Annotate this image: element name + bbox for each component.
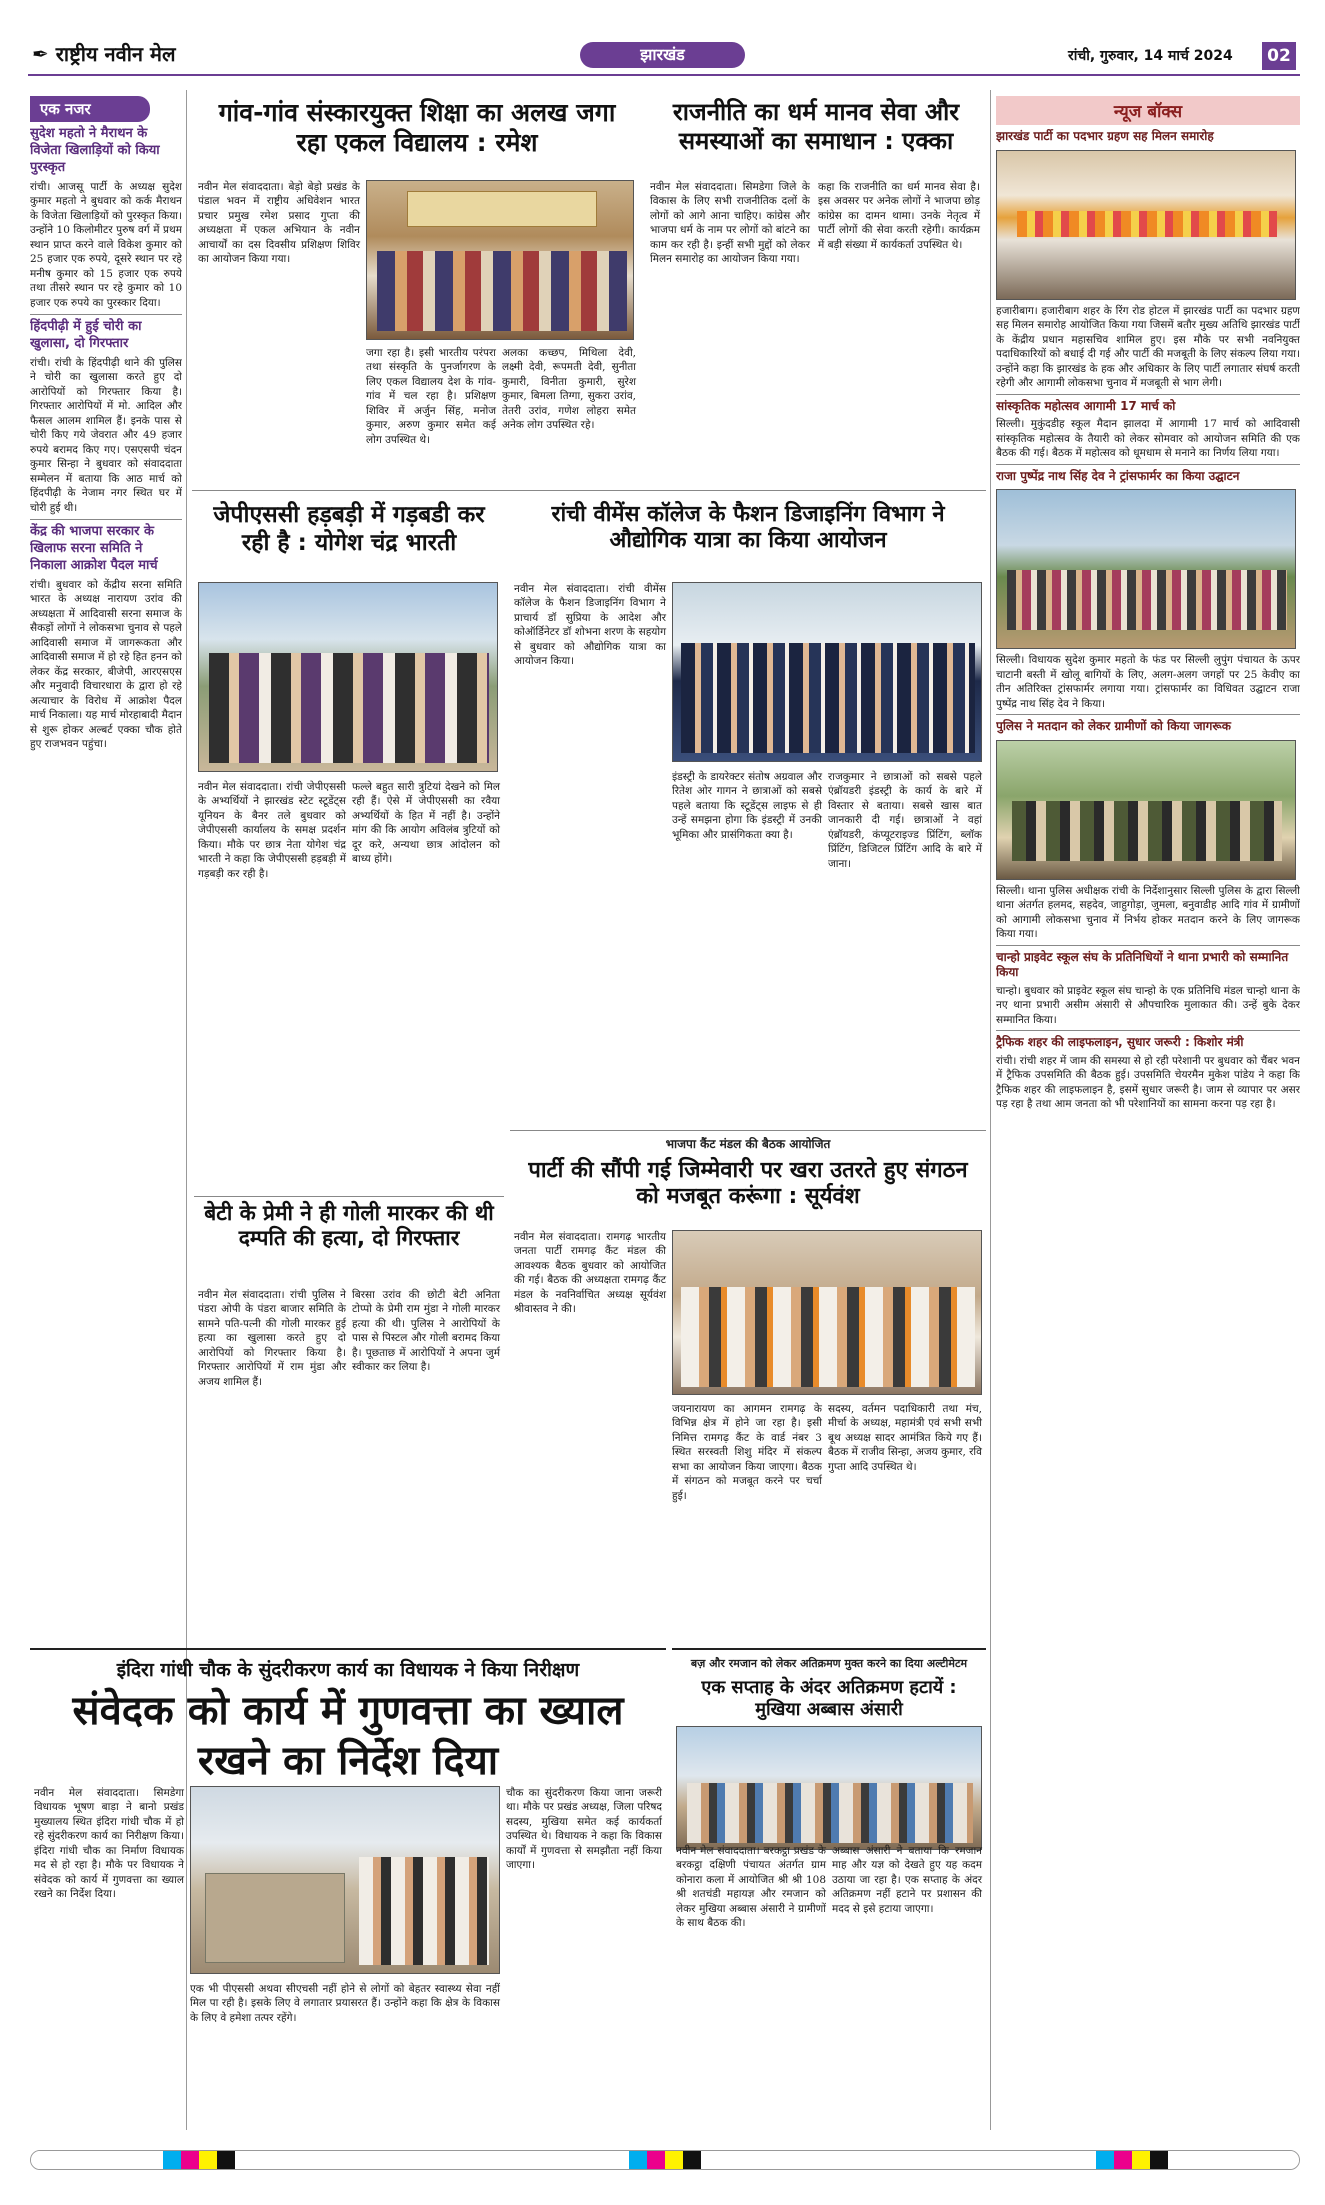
officials-graphic bbox=[359, 1857, 489, 1965]
news-body: हजारीबाग। हजारीबाग शहर के रिंग रोड होटल में झारखंड पार्टी का पदभार ग्रहण सह मिलन समारोह आयोजित किया गया जिसमें बतौर मुख्य अतिथि झारखंड पार्टी के केंद्रीय प्रधान महासचिव शामिल हुए। इस मौके पर सभी नवनियुक्त पदाधिकारियों को बधाई दी गई और पार्टी की मजबूती के लिए संकल्प लिया गया। उन्होंने कहा कि झारखंड के हक और अधिकार के लिए पार्टी लगातार संघर्ष करती रहेगी और आगामी लोकसभा चुनाव में मजबूती से भाग लेगी। bbox=[996, 304, 1300, 390]
news-body: रांची। रांची शहर में जाम की समस्या से हो रही परेशानी पर बुधवार को चैंबर भवन में ट्रैफिक उपसमिति की बैठक हुई। उपसमिति चेयरमैन मुकेश पांडेय ने कहा कि ट्रैफिक शहर की लाइफलाइन है, इसमें सुधार जरूरी है। जाम से व्यापार पर असर पड़ रहा है तथा आम जनता को भी परेशानियों का सामना करना पड़ रहा है। bbox=[996, 1054, 1300, 1111]
kicker: इंदिरा गांधी चौक के सुंदरीकरण कार्य का विधायक ने किया निरीक्षण bbox=[30, 1648, 666, 1684]
masthead-icon: ✒ bbox=[32, 42, 49, 66]
story-body: रांची। बुधवार को केंद्रीय सरना समिति भारत के अध्यक्ष नारायण उरांव की अध्यक्षता में आदिवासी सरना समाज के सैकड़ों लोगों ने लोकसभा चुनाव से पहले आदिवासी समाज में जागरूकता और आदिवासी समाज में हो रहे हित हनन को लेकर केंद्र सरकार, बीजेपी, आरएसएस और मनुवादी विचारधारा के द्वारा हो रहे अत्याचार के विरोध में आक्रोश पैदल मार्च निकाला। यह मार्च मोरहाबादी मैदान से शुरू होकर अल्बर्ट एक्का चौक होते हुए राजभवन पहुंचा। bbox=[30, 578, 182, 751]
section-rule bbox=[192, 490, 986, 491]
headline: बेटी के प्रेमी ने ही गोली मारकर की थी दम्पति की हत्या, दो गिरफ्तार bbox=[194, 1196, 504, 1259]
story-body: राजकुमार ने छात्राओं को सबसे पहले एंब्रॉयडरी इंडस्ट्री के कार्य के बारे में विस्तार से बताया। सबसे खास बात जानकारी दी गई। छात्राओं ने वहां एंब्रॉयडरी, कंप्यूटराइज्ड प्रिंटिंग, ब्लॉक प्रिंटिंग, डिजिटल प्रिंटिंग आदि के बारे में जाना। bbox=[828, 771, 982, 870]
headline: संवेदक को कार्य में गुणवत्ता का ख्याल रखने का निर्देश दिया bbox=[72, 1688, 624, 1784]
story-murder bbox=[194, 1196, 504, 1636]
news-title: झारखंड पार्टी का पदभार ग्रहण सह मिलन समारोह bbox=[996, 129, 1214, 143]
news-box bbox=[996, 96, 1300, 2126]
story-body: चौक का सुंदरीकरण किया जाना जरूरी था। मौके पर प्रखंड अध्यक्ष, जिला परिषद सदस्य, मुखिया समेत कई कार्यकर्ता उपस्थित थे। विधायक ने कहा कि विकास कार्यों में गुणवत्ता से समझौता नहीं किया जाएगा। bbox=[506, 1787, 662, 1872]
column-divider bbox=[990, 90, 991, 2130]
masthead-logo bbox=[32, 40, 176, 70]
story-body: नवीन मेल संवाददाता। बेड़ो बेड़ो प्रखंड के पंडाल भवन में राष्ट्रीय अधिवेशन भारत प्रचार प्रमुख रमेश प्रसाद गुप्ता की अध्यक्षता में एकल अभियान के नवीन आचार्यों का दस दिवसीय प्रशिक्षण शिविर का आयोजन किया गया। bbox=[198, 181, 360, 266]
headline: राजनीति का धर्म मानव सेवा और समस्याओं का समाधान : एक्का bbox=[672, 98, 960, 155]
news-body: सिल्ली। विधायक सुदेश कुमार महतो के फंड पर सिल्ली लुपुंग पंचायत के ऊपर चाटानी बस्ती में खोलू बागियों के लिए, अलग-अलग जगहों पर 25 केवीए का तीन अतिरिक्त ट्रांसफार्मर लगाया गया। ट्रांसफार्मर का विधिवत उद्घाटन राजा पुष्पेंद्र नाथ सिंह देव ने किया। bbox=[996, 654, 1300, 710]
story-body: नवीन मेल संवाददाता। रांची पुलिस ने पंडरा ओपी के पंडरा बाजार समिति के सामने पति-पत्नी की गोली मारकर हुई हत्या का खुलासा करते हुए दो आरोपियों को गिरफ्तार किया है। गिरफ्तार आरोपियों में राम मुंडा और अजय शामिल हैं। bbox=[198, 1289, 346, 1388]
story-womens-college bbox=[510, 498, 986, 948]
story-body: नवीन मेल संवाददाता। सिमडेगा विधायक भूषण बाड़ा ने बानो प्रखंड मुख्यालय स्थित इंदिरा गांधी चौक में हो रहे सुंदरीकरण कार्य का निरीक्षण किया। इंदिरा गांधी चौक का निर्माण विधायक मद से हो रहा है। मौके पर विधायक ने संवेदक को कार्य में गुणवत्ता का ख्याल रखने का निर्देश दिया। bbox=[34, 1787, 184, 1901]
story-photo bbox=[672, 1230, 982, 1395]
story-photo bbox=[676, 1726, 982, 1850]
story-title: सुदेश महतो ने मैराथन के विजेता खिलाड़ियों को किया पुरस्कृत bbox=[30, 126, 160, 175]
news-photo bbox=[996, 489, 1296, 649]
banner-graphic bbox=[407, 191, 597, 227]
story-photo bbox=[366, 180, 634, 340]
story-ekal-vidyalaya bbox=[194, 96, 640, 486]
crowd-graphic bbox=[1007, 570, 1287, 630]
page-header bbox=[0, 0, 1325, 78]
villagers-graphic bbox=[687, 1783, 973, 1843]
headline: एक सप्ताह के अंदर अतिक्रमण हटायें : मुखिया अब्बास अंसारी bbox=[701, 1677, 957, 1720]
page-number: 02 bbox=[1262, 42, 1296, 70]
story-title: हिंदपीढ़ी में हुई चोरी का खुलासा, दो गिरफ्तार bbox=[30, 314, 182, 356]
story-body: नवीन मेल संवाददाता। रांची जेपीएससी के अभ्यर्थियों ने झारखंड स्टेट स्टूडेंट्स यूनियन के बैनर तले बुधवार को जेपीएससी कार्यालय के समक्ष प्रदर्शन किया। मौके पर छात्र नेता योगेश चंद्र भारती ने कहा कि जेपीएससी हड़बड़ी में गड़बड़ी कर रही है। bbox=[198, 781, 346, 880]
news-photo bbox=[996, 150, 1296, 300]
dateline: रांची, गुरुवार, 14 मार्च 2024 bbox=[1068, 48, 1233, 64]
story-jpsc bbox=[194, 498, 504, 1188]
students-graphic bbox=[681, 643, 975, 753]
story-body: नवीन मेल संवाददाता। बरकट्ठा प्रखंड के बरकट्ठा दक्षिणी पंचायत अंतर्गत ग्राम कोनारा कला में आयोजित श्री श्री 108 श्री शतचंडी महायज्ञ और रमजान को लेकर मुखिया अब्बास अंसारी ने ग्रामीणों के साथ बैठक की। bbox=[676, 1845, 826, 1930]
masthead-text: राष्ट्रीय नवीन मेल bbox=[55, 42, 176, 66]
police-graphic bbox=[1012, 801, 1282, 861]
news-title: चान्हो प्राइवेट स्कूल संघ के प्रतिनिधियों ने थाना प्रभारी को सम्मानित किया bbox=[996, 945, 1300, 984]
story-body: सदस्य, वर्तमन पदाधिकारी तथा मंच, मीर्चा के अध्यक्ष, महामंत्री एवं सभी सभी बूथ अध्यक्ष सादर आमंत्रित किये गए हैं। बैठक में राजीव सिन्हा, अजय कुमार, रवि गुप्ता आदि उपस्थित थे। bbox=[828, 1403, 982, 1473]
kicker: बज़ और रमजान को लेकर अतिक्रमण मुक्त करने का दिया अल्टीमेटम bbox=[672, 1648, 986, 1675]
story-rajniti bbox=[646, 96, 986, 486]
story-body: फल्ले बहुत सारी त्रुटियां देखने को मिल रही हैं। ऐसे में जेपीएससी का रवैया अभ्यर्थियों के हित में नहीं है। उन्होंने मांग की कि आयोग अविलंब त्रुटियों को दूर करे, अन्यथा छात्र आंदोलन को बाध्य होंगे। bbox=[352, 781, 500, 866]
story-body: जयनारायण का आगमन रामगढ़ के विभिन्न क्षेत्र में होने जा रहा है। इसी निमित्त रामगढ़ कैंट के वार्ड नंबर 3 स्थित सरस्वती शिशु मंदिर में संकल्प सभा का आयोजन किया जाएगा। बैठक में संगठन को मजबूत करने पर चर्चा हुई। bbox=[672, 1403, 822, 1502]
news-box-label: न्यूज बॉक्स bbox=[996, 96, 1300, 125]
story-indira-chowk bbox=[30, 1648, 666, 2128]
meeting-graphic bbox=[681, 1287, 975, 1387]
story-body: अलका कच्छप, मिथिला देवी, लक्ष्मी देवी, रूपमती देवी, सुनीता कुमारी, विनीता कुमारी, सुरेश कुमार, बिमला तिग्गा, सुकरा उरांव, तेतरी उरांव, गणेश लोहरा समेत अनेक लोग उपस्थित रहे। bbox=[502, 347, 636, 432]
story-encroachment bbox=[672, 1648, 986, 2128]
headline: जेपीएससी हड़बड़ी में गड़बडी कर रही है : योगेश चंद्र भारती bbox=[213, 502, 485, 556]
story-body: रांची। रांची के हिंदपीढ़ी थाने की पुलिस ने चोरी का खुलासा करते हुए दो आरोपियों को गिरफ्तार किया है। गिरफ्तार आरोपियों में मो. आदिल और फैसल आलम शामिल हैं। इनके पास से चोरी किए गये जेवरात और 49 हजार रुपये बरामद किए गए। एसएसपी चंदन कुमार सिन्हा ने बुधवार को संवाददाता सम्मेलन में बताया कि आठ मार्च को हिंदपीढ़ी के नेजाम नगर स्थित घर में चोरी हुई थी। bbox=[30, 356, 182, 514]
kicker: भाजपा कैंट मंडल की बैठक आयोजित bbox=[510, 1130, 986, 1156]
news-title: सांस्कृतिक महोत्सव आगामी 17 मार्च को bbox=[996, 394, 1300, 418]
story-body: जगा रहा है। इसी भारतीय परंपरा तथा संस्कृति के पुनर्जागरण के लिए एकल विद्यालय देश के गांव-गांव में चल रहा है। प्रशिक्षण शिविर में अर्जुन सिंह, मनोज कुमार, अरुण कुमार समेत कई लोग उपस्थित थे। bbox=[366, 347, 496, 446]
headline: पार्टी की सौंपी गई जिम्मेवारी पर खरा उतरते हुए संगठन को मजबूत करूंगा : सूर्यवंश bbox=[528, 1158, 968, 1210]
site-graphic bbox=[205, 1873, 345, 1963]
group-graphic bbox=[209, 653, 489, 763]
headline: रांची वीमेंस कॉलेज के फैशन डिजाइनिंग विभाग ने औद्योगिक यात्रा का किया आयोजन bbox=[551, 502, 945, 554]
story-body: बिरसा उरांव की छोटी बेटी अनिता टोप्पो के प्रेमी राम मुंडा ने गोली मारकर हत्या की थी। पुलिस ने आरोपियों के पास से पिस्टल और गोली बरामद किया है। पूछताछ में आरोपियों ने अपना जुर्म स्वीकार कर लिया है। bbox=[352, 1289, 500, 1374]
footer-color-bar bbox=[30, 2150, 1300, 2170]
news-title: राजा पुष्पेंद्र नाथ सिंह देव ने ट्रांसफार्मर का किया उद्घाटन bbox=[996, 464, 1300, 488]
news-body: सिल्ली। मुकुंदडीह स्कूल मैदान झालदा में आगामी 17 मार्च को आदिवासी सांस्कृतिक महोत्सव के तैयारी को लेकर सोमवार को आयोजन समिति की एक बैठक की गई। बैठक में महोत्सव को धूमधाम से मनाने का निर्णय लिया गया। bbox=[996, 418, 1300, 460]
story-body: अब्बास अंसारी ने बताया कि रमजान माह और यज्ञ को देखते हुए यह कदम उठाया जा रहा है। एक सप्ताह के अंदर अतिक्रमण नहीं हटाने पर प्रशासन की मदद से इसे हटाया जाएगा। bbox=[832, 1845, 982, 1915]
news-photo bbox=[996, 740, 1296, 880]
story-bjp-cantt bbox=[510, 1130, 986, 1640]
garland-graphic bbox=[1017, 211, 1277, 237]
story-body: नवीन मेल संवाददाता। रामगढ़ भारतीय जनता पार्टी रामगढ़ कैंट मंडल की आवश्यक बैठक बुधवार को आयोजित की गई। बैठक की अध्यक्षता रामगढ़ कैंट मंडल के नवनिर्वाचित अध्यक्ष सूर्यवंश श्रीवास्तव ने की। bbox=[514, 1231, 666, 1316]
story-photo bbox=[190, 1786, 500, 1974]
news-title: पुलिस ने मतदान को लेकर ग्रामीणों को किया जागरूक bbox=[996, 714, 1300, 738]
story-body: नवीन मेल संवाददाता। रांची वीमेंस कॉलेज के फैशन डिजाइनिंग विभाग ने प्राचार्य डॉ सुप्रिया के आदेश और कोऑर्डिनेटर डॉ शोभना शरण के सहयोग से बुधवार को औद्योगिक यात्रा का आयोजन किया। bbox=[514, 583, 666, 668]
news-body: सिल्ली। थाना पुलिस अधीक्षक रांची के निर्देशानुसार सिल्ली पुलिस के द्वारा सिल्ली थाना अंतर्गत हलमद, सहदेव, जाहुगोड़ा, जुमला, बनुवाडीह आदि गांव में ग्रामीणों को आगामी लोकसभा चुनाव में निर्भय होकर मतदान करने के लिए जागरूक किया गया। bbox=[996, 884, 1300, 941]
story-body: इंडस्ट्री के डायरेक्टर संतोष अग्रवाल और रितेश ओर गागन ने छात्राओं को सबसे पहले बताया कि स्टूडेंट्स लाइफ से ही उन्हें समझना होगा कि इंडस्ट्री में उनकी भूमिका और प्रासंगिकता क्या है। bbox=[672, 771, 822, 841]
story-body: एक भी पीएससी अथवा सीएचसी नहीं होने से लोगों को बेहतर स्वास्थ्य सेवा नहीं मिल पा रही है। इसके लिए वे लगातार प्रयासरत हैं। उन्होंने कहा कि क्षेत्र के विकास के लिए वे हमेशा तत्पर रहेंगे। bbox=[190, 1983, 500, 2024]
story-title: केंद्र की भाजपा सरकार के खिलाफ सरना समिति ने निकाला आक्रोश पैदल मार्च bbox=[30, 519, 182, 578]
story-body: कहा कि राजनीति का धर्म मानव सेवा है। इस अवसर पर अनेक लोगों ने भाजपा छोड़ कांग्रेस का दामन थामा। उनके नेतृत्व में पार्टी लोगों की सेवा करती रहेगी। कार्यक्रम में बड़ी संख्या में कार्यकर्ता उपस्थित थे। bbox=[818, 181, 980, 251]
people-graphic bbox=[377, 251, 627, 331]
story-photo bbox=[198, 582, 498, 772]
story-photo bbox=[672, 582, 982, 762]
ek-nazar-label: एक नजर bbox=[30, 96, 150, 122]
news-title: ट्रैफिक शहर की लाइफलाइन, सुधार जरूरी : किशोर मंत्री bbox=[996, 1030, 1300, 1054]
headline: गांव-गांव संस्कारयुक्त शिक्षा का अलख जगा रहा एकल विद्यालय : रमेश bbox=[218, 98, 616, 157]
news-body: चान्हो। बुधवार को प्राइवेट स्कूल संघ चान्हो के एक प्रतिनिधि मंडल चान्हो थाना के नए थाना प्रभारी असीम अंसारी से औपचारिक मुलाकात की। उन्हें बुके देकर सम्मानित किया। bbox=[996, 984, 1300, 1026]
section-pill: झारखंड bbox=[580, 42, 745, 68]
header-rule bbox=[28, 74, 1300, 76]
story-body: रांची। आजसू पार्टी के अध्यक्ष सुदेश कुमार महतो ने बुधवार को कर्क मैराथन के विजेता खिलाड़ियों को पुरस्कृत किया। उन्होंने 10 किलोमीटर पुरुष वर्ग में प्रथम स्थान प्राप्त करने वाले विकेश कुमार को 25 हजार एक रुपये, दूसरे स्थान पर रहे मनीष कुमार को 15 हजार एक रुपये तथा तीसरे स्थान पर रहे कुमार को 10 हजार एक रुपये का पुरस्कार दिया। bbox=[30, 180, 182, 309]
story-body: नवीन मेल संवाददाता। सिमडेगा जिले के विकास के लिए सभी राजनीतिक दलों के लोगों को आगे आना चाहिए। कांग्रेस और भाजपा धर्म के नाम पर लोगों को बांटने का काम कर रही है। इन्हीं सभी मुद्दों को लेकर मिलन समारोह का आयोजन किया गया। bbox=[650, 181, 810, 266]
